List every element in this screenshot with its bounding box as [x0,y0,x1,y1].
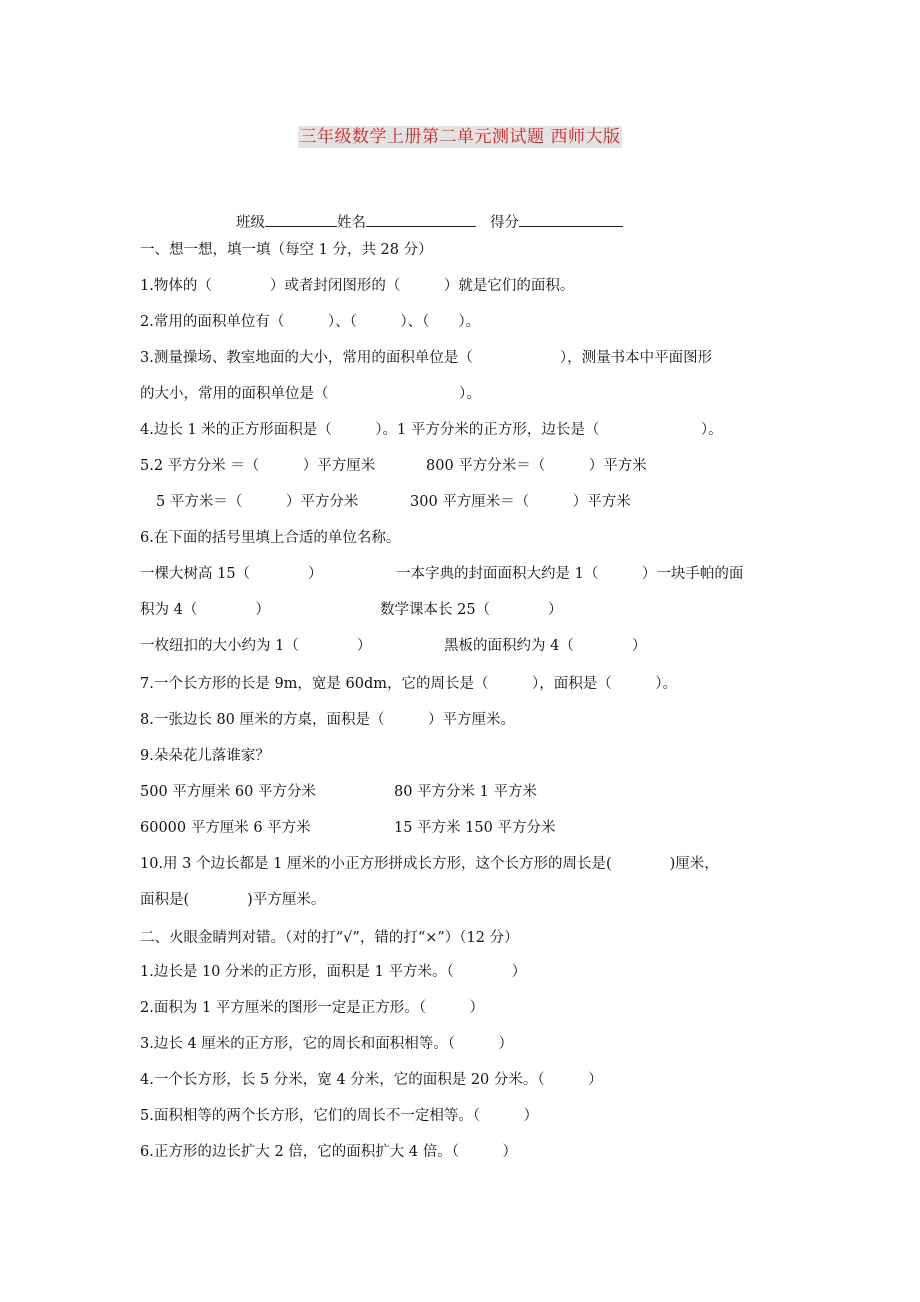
section1-heading: 一、想一想，填一填（每空 1 分，共 28 分） [140,242,433,258]
score-label: 得分 [490,215,519,231]
q6-button-size: 一枚纽扣的大小约为 1（ ） [140,638,372,654]
q9-item-b2: 15 平方米 150 平方分米 [394,820,556,836]
score-blank[interactable] [519,212,623,227]
question-4: 4.边长 1 米的正方形面积是（ ）。1 平方分米的正方形，边长是（ ）。 [140,422,723,438]
document-title [0,126,920,148]
judge-item-6: 6.正方形的边长扩大 2 倍，它的面积扩大 4 倍。（ ） [140,1144,517,1160]
judge-item-3: 3.边长 4 厘米的正方形，它的周长和面积相等。（ ） [140,1036,514,1052]
judge-item-1: 1.边长是 10 分米的正方形，面积是 1 平方米。（ ） [140,964,527,980]
q6-tree-height: 一棵大树高 15（ ） [140,566,323,582]
question-6-row1 [140,564,743,584]
q5-row2-left: 5 平方米＝（ ）平方分米 [156,494,359,510]
judge-item-5: 5.面积相等的两个长方形，它们的周长不一定相等。（ ） [140,1108,539,1124]
q9-item-b1: 60000 平方厘米 6 平方米 [140,820,311,836]
question-7: 7.一个长方形的长是 9m，宽是 60dm，它的周长是（ ），面积是（ ）。 [140,676,678,692]
question-3-line1: 3.测量操场、教室地面的大小，常用的面积单位是（ ），测量书本中平面图形 [140,350,713,366]
q6-blackboard-area: 黑板的面积约为 4（ ） [444,638,647,654]
question-2: 2.常用的面积单位有（ ）、（ ）、（ ）。 [140,314,481,330]
question-1: 1.物体的（ ）或者封闭图形的（ ）就是它们的面积。 [140,278,575,294]
question-8: 8.一张边长 80 厘米的方桌，面积是（ ）平方厘米。 [140,712,516,728]
q9-item-a1: 500 平方厘米 60 平方分米 [140,784,316,800]
name-label: 姓名 [337,215,366,231]
q9-item-a2: 80 平方分米 1 平方米 [394,784,538,800]
section2-heading: 二、火眼金睛判对错。（对的打“√”，错的打“×”）（12 分） [140,930,519,946]
question-3-line2: 的大小，常用的面积单位是（ ）。 [140,386,481,402]
judge-item-4: 4.一个长方形，长 5 分米，宽 4 分米，它的面积是 20 分米。（ ） [140,1072,603,1088]
q5-row1-right: 800 平方分米＝（ ）平方米 [426,458,647,474]
q6-dictionary-area: 一本字典的封面面积大约是 1（ ）一块手帕的面 [396,566,744,582]
question-5-row1 [140,456,647,476]
question-6-row2 [140,600,563,620]
title-text: 三年级数学上册第二单元测试题 西师大版 [299,127,621,147]
question-5-row2 [156,492,631,512]
q5-row1-left: 5.2 平方分米 ＝（ ）平方厘米 [140,458,376,474]
q6-handkerchief-area: 积为 4（ ） [140,602,270,618]
question-9-row2 [140,818,555,838]
question-6: 6.在下面的括号里填上合适的单位名称。 [140,530,401,546]
q5-row2-right: 300 平方厘米＝（ ）平方米 [410,494,631,510]
question-10-line1: 10.用 3 个边长都是 1 厘米的小正方形拼成长方形，这个长方形的周长是( )厘米， [140,856,719,872]
question-9-row1 [140,782,537,802]
class-blank[interactable] [265,212,337,227]
judge-item-2: 2.面积为 1 平方厘米的图形一定是正方形。（ ） [140,1000,485,1016]
question-6-row3 [140,636,646,656]
student-info-row [236,212,623,233]
question-9: 9.朵朵花儿落谁家？ [140,748,270,764]
q6-textbook-length: 数学课本长 25（ ） [380,602,563,618]
question-10-line2: 面积是( )平方厘米。 [140,892,326,908]
name-blank[interactable] [366,212,476,227]
class-label: 班级 [236,215,265,231]
